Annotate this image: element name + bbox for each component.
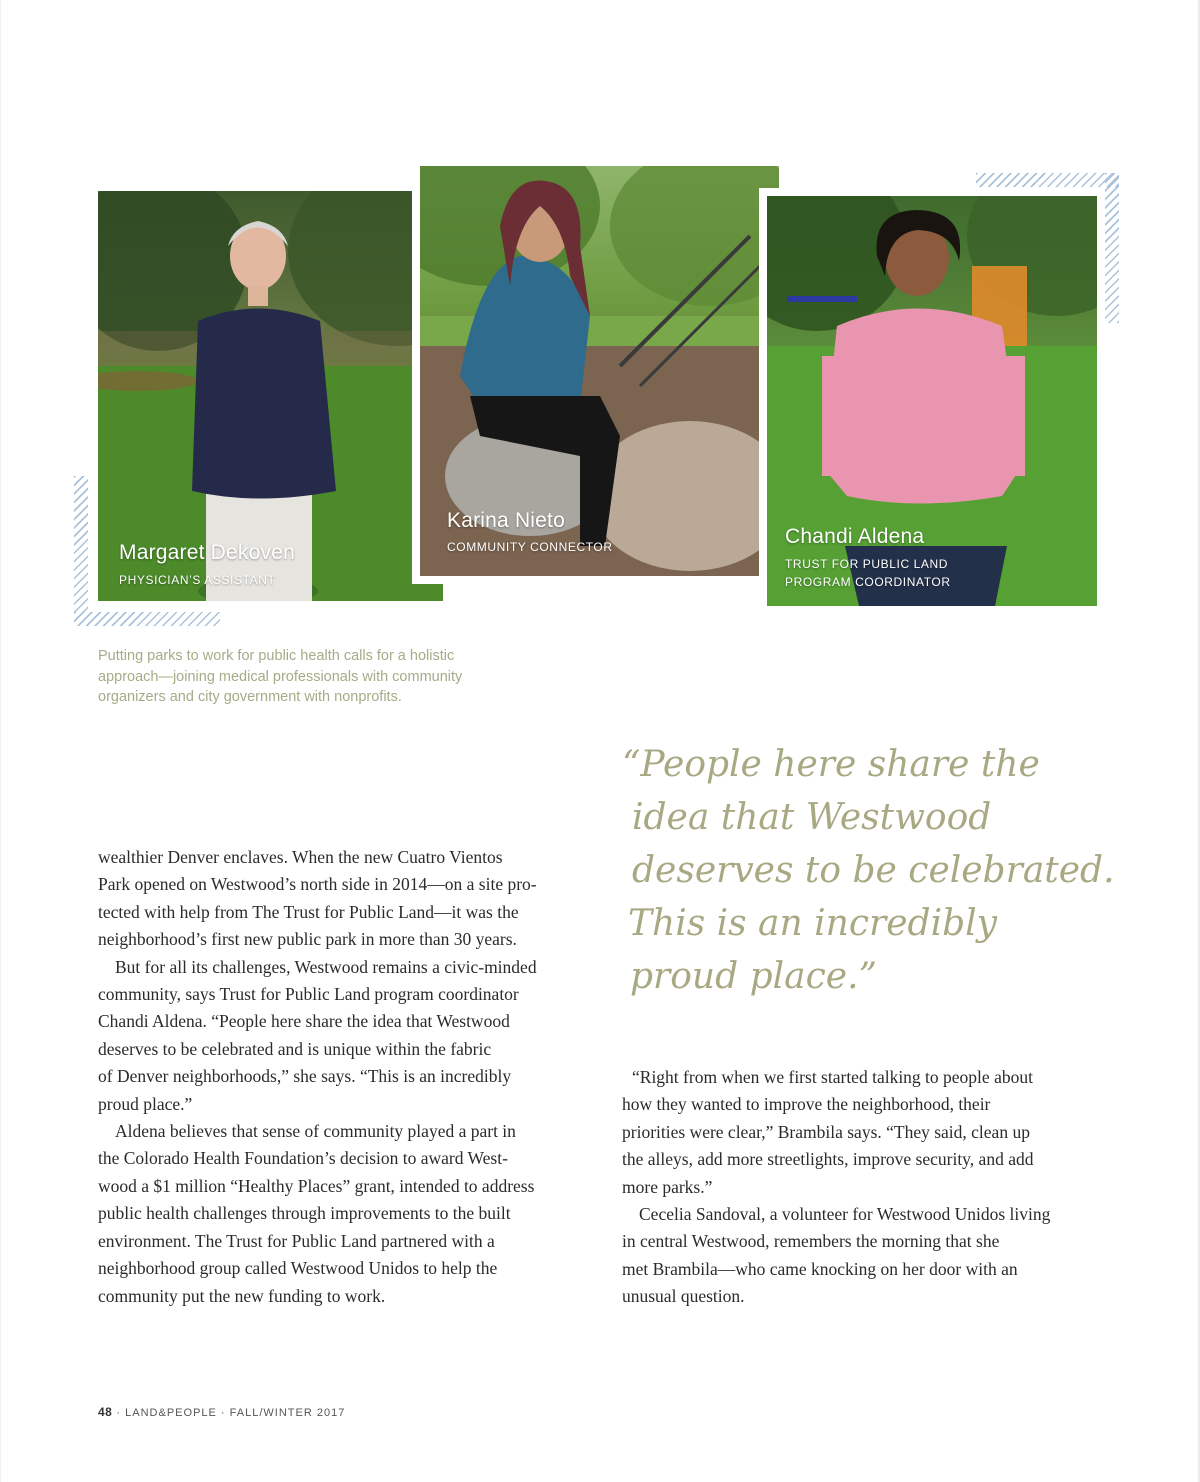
body-line: the Colorado Health Foundation’s decision to award West- xyxy=(98,1148,508,1169)
body-line: more parks.” xyxy=(622,1176,713,1197)
page-edge-left xyxy=(0,0,1,1482)
body-line: neighborhood’s first new public park in more than 30 years. xyxy=(98,929,517,950)
pull-quote xyxy=(622,738,1115,1003)
photo-margaret-dekoven xyxy=(98,191,443,601)
body-line: proud place.” xyxy=(98,1093,193,1114)
body-line: Chandi Aldena. “People here share the idea that Westwood xyxy=(98,1011,510,1032)
photo-name-karina: Karina Nieto xyxy=(447,509,565,532)
photo-role-chandi xyxy=(785,555,951,591)
body-line: community, says Trust for Public Land program coordinator xyxy=(98,984,519,1005)
body-line: “Right from when we first started talking to people about xyxy=(632,1067,1033,1087)
body-line: Park opened on Westwood’s north side in 2014—on a site pro- xyxy=(98,874,537,895)
hatch-decoration-right xyxy=(1105,173,1119,323)
page-footer xyxy=(98,1405,345,1419)
pull-quote-line-4: This is an incredibly xyxy=(628,903,997,944)
body-line: deserves to be celebrated and is unique within the fabric xyxy=(98,1038,492,1059)
body-paragraph xyxy=(98,954,588,1118)
body-line: of Denver neighborhoods,” she says. “This is an incredibly xyxy=(98,1066,512,1087)
body-paragraph xyxy=(98,1118,588,1310)
body-line: Aldena believes that sense of community played a part in xyxy=(115,1121,516,1142)
body-line: environment. The Trust for Public Land partnered with a xyxy=(98,1230,495,1251)
photo-caption xyxy=(98,646,528,708)
footer-publication: LAND&PEOPLE xyxy=(125,1407,217,1419)
portrait-image-1 xyxy=(98,191,443,601)
body-paragraph xyxy=(622,1201,1112,1311)
body-line: in central Westwood, remembers the morning that she xyxy=(622,1231,1000,1252)
photo-role-karina: COMMUNITY CONNECTOR xyxy=(447,540,613,554)
hatch-decoration-top-right xyxy=(976,173,1119,187)
body-line: the alleys, add more streetlights, improve security, and add xyxy=(622,1149,1034,1170)
body-line: met Brambila—who came knocking on her door with an xyxy=(622,1258,1018,1279)
caption-line-2: approach—joining medical professionals with community xyxy=(98,668,463,685)
photo-role-margaret: PHYSICIAN’S ASSISTANT xyxy=(119,573,276,587)
body-line: public health challenges through improvements to the built xyxy=(98,1203,511,1224)
body-line: wood a $1 million “Healthy Places” grant, intended to address xyxy=(98,1175,535,1196)
body-line: priorities were clear,” Brambila says. “They said, clean up xyxy=(622,1121,1030,1142)
caption-line-3: organizers and city government with nonprofits. xyxy=(98,689,402,705)
body-line: neighborhood group called Westwood Unidos to help the xyxy=(98,1258,498,1279)
body-line: unusual question. xyxy=(622,1286,745,1307)
body-line: community put the new funding to work. xyxy=(98,1285,386,1306)
body-line: tected with help from The Trust for Public Land—it was the xyxy=(98,901,519,922)
hatch-decoration-left xyxy=(74,476,88,626)
body-line: how they wanted to improve the neighborhood, their xyxy=(622,1094,991,1115)
page-number: 48 xyxy=(98,1405,113,1419)
photo-role-chandi-line-2: PROGRAM COORDINATOR xyxy=(785,575,951,589)
pull-quote-line-3: deserves to be celebrated. xyxy=(632,850,1115,891)
body-column-right xyxy=(622,1064,1112,1311)
pull-quote-line-2: idea that Westwood xyxy=(632,797,992,838)
footer-issue: FALL/WINTER 2017 xyxy=(229,1407,346,1419)
footer-separator: · xyxy=(116,1407,122,1419)
pull-quote-line-1: “People here share the xyxy=(622,744,1040,785)
photo-name-margaret: Margaret Dekoven xyxy=(119,541,295,564)
body-paragraph xyxy=(98,844,588,954)
photo-name-chandi: Chandi Aldena xyxy=(785,525,925,548)
body-line: But for all its challenges, Westwood remains a civic-minded xyxy=(115,956,537,977)
pull-quote-line-5: proud place.” xyxy=(630,956,877,997)
body-line: Cecelia Sandoval, a volunteer for Westwood Unidos living xyxy=(639,1204,1051,1225)
hatch-decoration-bottom-left xyxy=(74,612,220,626)
caption-line-1: Putting parks to work for public health calls for a holistic xyxy=(98,648,455,664)
body-column-left xyxy=(98,844,588,1310)
body-line: wealthier Denver enclaves. When the new Cuatro Vientos xyxy=(98,847,503,867)
photo-role-chandi-line-1: TRUST FOR PUBLIC LAND xyxy=(785,557,949,571)
body-paragraph xyxy=(622,1064,1112,1201)
footer-separator: · xyxy=(220,1407,226,1419)
